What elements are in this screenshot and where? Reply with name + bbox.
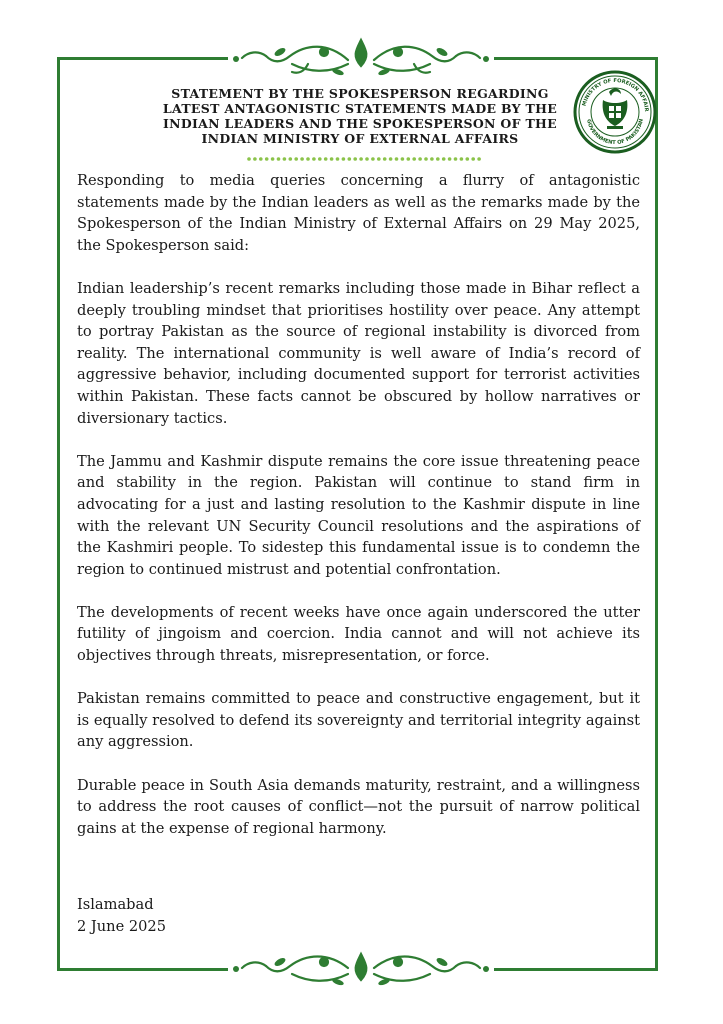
divider-dot <box>365 157 369 161</box>
divider-dot <box>312 157 316 161</box>
divider-dot <box>418 157 422 161</box>
paragraph: The Jammu and Kashmir dispute remains the core issue threatening peace and stability in the region. Pakistan will continue to stand firm in advocating for a just and lasting resolution to the Kashmir dispute in line with the relevant UN Security Council resolutions and the aspirations of the Kashmiri people. To sidestep this fundamental issue is to condemn the region to continued mistrust and potential confrontation. <box>77 452 640 578</box>
divider-dot <box>348 157 352 161</box>
paragraph: Responding to media queries concerning a flurry of antagonistic statements made by the Indian leaders as well as the remarks made by the Spokesperson of the Indian Ministry of External Affairs on 29 May 2025, the Spokesperson said: <box>77 172 640 254</box>
divider-dot <box>401 157 405 161</box>
top-ornament-icon <box>228 32 494 82</box>
bottom-ornament-icon <box>228 944 494 994</box>
divider-dot <box>436 157 440 161</box>
divider-dot <box>353 157 357 161</box>
divider-dot <box>265 157 269 161</box>
divider-dot <box>442 157 446 161</box>
divider-dot <box>448 157 452 161</box>
svg-text:GOVERNMENT OF PAKISTAN: GOVERNMENT OF PAKISTAN <box>585 118 645 147</box>
divider-dot <box>306 157 310 161</box>
divider-dot <box>359 157 363 161</box>
signoff-date: 2 June 2025 <box>77 917 166 935</box>
divider-dot <box>259 157 263 161</box>
paragraph: The developments of recent weeks have once again underscored the utter futility of jingoism and coercion. India cannot and will not achieve its objectives through threats, misrepresentation, or force. <box>77 603 640 665</box>
divider-dot <box>424 157 428 161</box>
divider-dot <box>466 157 470 161</box>
ministry-seal-icon <box>573 70 657 154</box>
divider-dot <box>289 157 293 161</box>
divider-dot <box>283 157 287 161</box>
paragraph: Durable peace in South Asia demands maturity, restraint, and a willingness to address the root causes of conflict—not the pursuit of narrow political gains at the expense of regional harmony. <box>77 776 640 837</box>
divider-dot <box>389 157 393 161</box>
title-line: STATEMENT BY THE SPOKESPERSON REGARDING <box>171 86 549 101</box>
statement-title <box>140 86 580 146</box>
divider-dot <box>377 157 381 161</box>
paragraph: Pakistan remains committed to peace and constructive engagement, but it is equally resolved to defend its sovereignty and territorial integrity against any aggression. <box>77 690 640 751</box>
divider-dot <box>247 157 251 161</box>
divider-dot <box>330 157 334 161</box>
divider-dot <box>342 157 346 161</box>
divider-dot <box>460 157 464 161</box>
divider-dot <box>412 157 416 161</box>
title-line: INDIAN LEADERS AND THE SPOKESPERSON OF THE <box>163 116 557 131</box>
divider-dot <box>407 157 411 161</box>
divider-dot <box>253 157 257 161</box>
divider-dot <box>324 157 328 161</box>
divider-dot <box>336 157 340 161</box>
divider-dot <box>395 157 399 161</box>
divider-dot <box>454 157 458 161</box>
divider-dot <box>318 157 322 161</box>
divider-dot <box>430 157 434 161</box>
divider-dot <box>271 157 275 161</box>
statement-body <box>77 170 640 861</box>
divider-dot <box>300 157 304 161</box>
divider-dot <box>477 157 481 161</box>
title-line: LATEST ANTAGONISTIC STATEMENTS MADE BY THE <box>162 101 558 116</box>
dotted-divider <box>246 156 482 162</box>
svg-text:MINISTRY OF FOREIGN AFFAIRS: MINISTRY OF FOREIGN AFFAIR <box>581 77 650 112</box>
paragraph: Indian leadership’s recent remarks including those made in Bihar reflect a deeply troubling mindset that prioritises hostility over peace. Any attempt to portray Pakistan as the source of regional instability is divorced from reality. The international community is well aware of India’s record of aggressive behavior, including documented support for terrorist activities within Pakistan. These facts cannot be obscured by hollow narratives or diversionary tactics. <box>77 279 640 427</box>
divider-dot <box>294 157 298 161</box>
title-line: INDIAN MINISTRY OF EXTERNAL AFFAIRS <box>201 131 519 146</box>
signoff-place: Islamabad <box>77 896 154 913</box>
divider-dot <box>371 157 375 161</box>
signoff <box>77 894 166 937</box>
divider-dot <box>471 157 475 161</box>
divider-dot <box>277 157 281 161</box>
divider-dot <box>383 157 387 161</box>
